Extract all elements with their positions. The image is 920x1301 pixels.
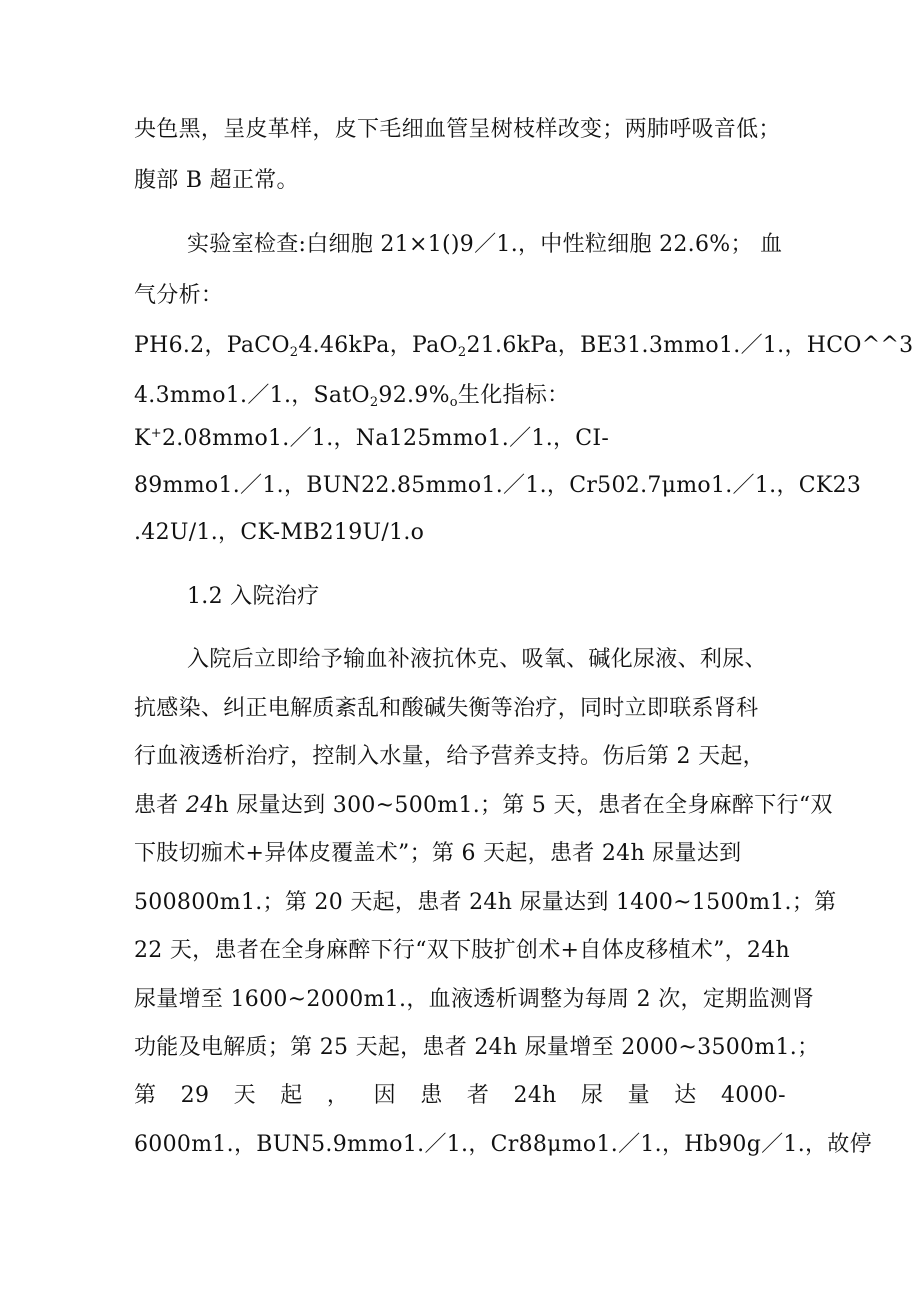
text-line: 22 天，患者在全身麻醉下行“双下肢扩创术+自体皮移植术”，24h bbox=[134, 938, 790, 963]
text-fragment: h 尿量达到 300~500m1.；第 5 天，患者在全身麻醉下行“双 bbox=[214, 793, 833, 818]
paragraph-lab-exam: 实验室检查:白细胞 21×1()9／1.，中性粒细胞 22.6%； 血 bbox=[187, 232, 783, 257]
text-line: 腹部 B 超正常。 bbox=[134, 168, 299, 193]
text-fragment: 患者 bbox=[134, 793, 186, 818]
text-fragment: 4.3mmo1.／1.，SatO bbox=[134, 383, 370, 408]
text-fragment: 4.46kPa，PaO bbox=[298, 333, 458, 358]
subscript: 2 bbox=[289, 345, 299, 360]
text-fragment: 92.9% bbox=[378, 383, 450, 408]
text-line: 功能及电解质；第 25 天起，患者 24h 尿量增至 2000~3500m1.； bbox=[134, 1035, 820, 1060]
section-heading: 1.2 入院治疗 bbox=[187, 584, 320, 609]
subscript: o bbox=[449, 395, 458, 410]
word: 第 bbox=[134, 1083, 157, 1108]
word: ， bbox=[326, 1083, 350, 1108]
text-line: .42U/1.，CK-MB219U/1.o bbox=[134, 520, 425, 545]
superscript: + bbox=[150, 426, 162, 441]
subscript: 2 bbox=[369, 395, 379, 410]
text-line: 央色黑，呈皮革样，皮下毛细血管呈树枝样改变；两肺呼吸音低； bbox=[134, 117, 781, 142]
word: 天 bbox=[233, 1083, 256, 1108]
text-line: 89mmo1.／1.，BUN22.85mmo1.／1.，Cr502.7μmo1.／1.，CK23 bbox=[134, 473, 862, 498]
text-fragment: 21.6kPa，BE31.3mmo1.／1.，HCO^^3 bbox=[466, 333, 914, 358]
word: 起 bbox=[280, 1083, 303, 1108]
text-fragment: 生化指标： bbox=[457, 383, 570, 408]
text-line: 行血液透析治疗，控制入水量，给予营养支持。伤后第 2 天起， bbox=[134, 744, 765, 769]
blood-gas-line bbox=[134, 381, 569, 411]
italic-fragment: 24 bbox=[185, 793, 215, 818]
text-line: 尿量增至 1600~2000m1.，血液透析调整为每周 2 次，定期监测肾 bbox=[134, 987, 815, 1012]
word: 量 bbox=[627, 1083, 650, 1108]
word: 尿 bbox=[580, 1083, 604, 1108]
word: 24h bbox=[513, 1083, 557, 1108]
text-fragment: PH6.2，PaCO bbox=[134, 333, 290, 358]
word: 4000- bbox=[720, 1083, 786, 1108]
justified-line bbox=[134, 1081, 786, 1111]
word: 因 bbox=[373, 1083, 396, 1108]
paragraph-treatment: 入院后立即给予输血补液抗休克、吸氧、碱化尿液、利尿、 bbox=[187, 647, 767, 672]
text-line: 气分析： bbox=[134, 283, 224, 308]
word: 达 bbox=[674, 1083, 697, 1108]
blood-gas-line bbox=[134, 331, 913, 361]
text-line: 500800m1.；第 20 天起，患者 24h 尿量达到 1400~1500m1.；第 bbox=[134, 890, 837, 915]
text-fragment: K bbox=[134, 426, 151, 451]
word: 患 bbox=[420, 1083, 443, 1108]
text-fragment: 2.08mmo1.／1.，Na125mmo1.／1.，CI- bbox=[161, 426, 610, 451]
word: 29 bbox=[180, 1083, 210, 1108]
text-line: 抗感染、纠正电解质紊乱和酸碱失衡等治疗，同时立即联系肾科 bbox=[134, 696, 759, 721]
text-line: 下肢切痂术+异体皮覆盖术”；第 6 天起，患者 24h 尿量达到 bbox=[134, 841, 742, 866]
biochem-line bbox=[134, 424, 609, 454]
text-line: 6000m1.，BUN5.9mmo1.／1.，Cr88μmo1.／1.，Hb90g／1.，故停 bbox=[134, 1132, 872, 1157]
subscript: 2 bbox=[457, 345, 467, 360]
text-line bbox=[134, 791, 833, 821]
word: 者 bbox=[466, 1083, 490, 1108]
